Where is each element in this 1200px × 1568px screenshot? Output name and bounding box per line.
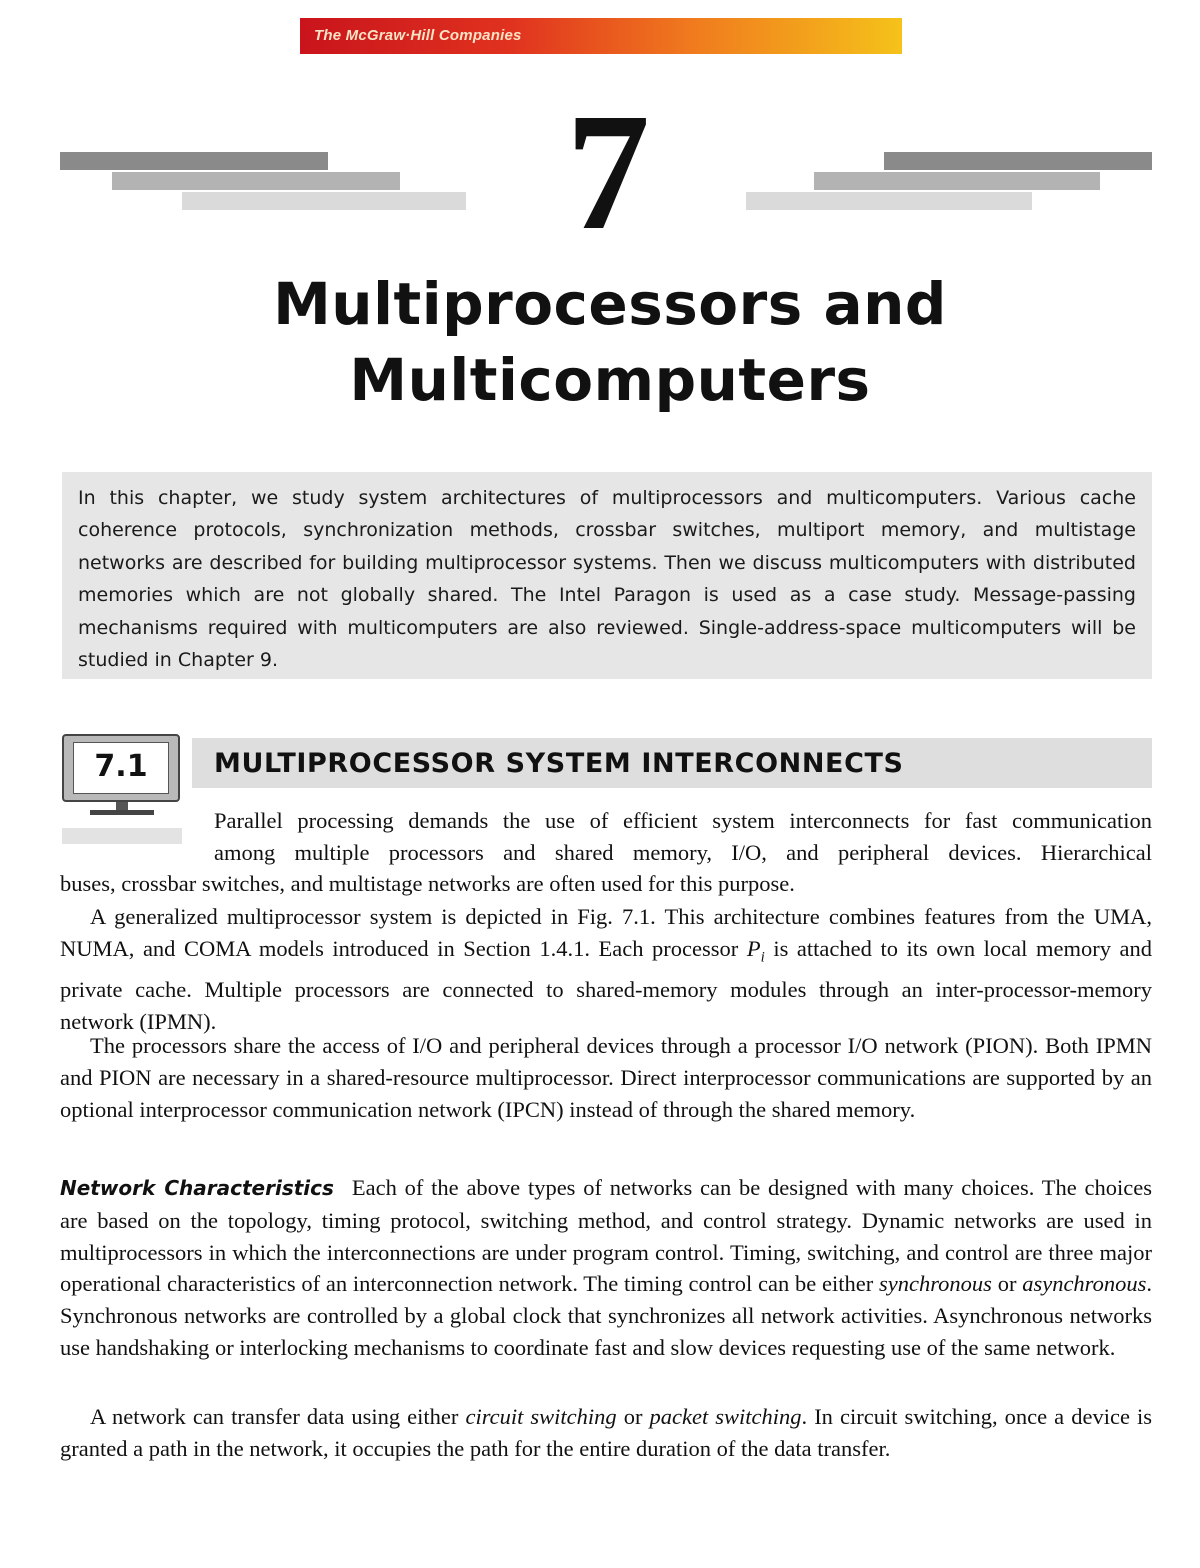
chapter-number: 7 — [566, 79, 650, 265]
chapter-title — [180, 266, 1040, 418]
computer-monitor-icon — [62, 734, 182, 844]
term-circuit-switching: circuit switching — [465, 1404, 617, 1429]
paragraph-1-line-2: among multiple processors and shared memory, I/O, and peripheral devices. Hierarchical — [214, 839, 1152, 865]
decorative-bar-left-top — [60, 152, 328, 170]
paragraph-5-text-mid: or — [616, 1404, 650, 1429]
paragraph-1-line-1: Parallel processing demands the use of efficient system interconnects for fast communication — [214, 808, 1152, 833]
monitor-stand — [116, 802, 128, 810]
paragraph-1-indented — [214, 805, 1152, 869]
term-asynchronous: asynchronous — [1022, 1271, 1147, 1297]
paragraph-4-text-mid: or — [991, 1271, 1023, 1297]
paragraph-1-line-3: buses, crossbar switches, and multistage networks are often used for this purpose. — [60, 871, 795, 896]
decorative-bar-right-middle — [814, 172, 1100, 190]
paragraph-4 — [60, 1172, 1152, 1364]
section-number: 7.1 — [73, 742, 169, 794]
paragraph-5-text-a: A network can transfer data using either — [90, 1404, 466, 1429]
publisher-banner — [300, 18, 902, 54]
paragraph-2-text-b: is attached to its own local memory and private cache. Multiple processors are connected to shared-memory modules through an inter-processor-memory network (IPMN). — [60, 935, 1152, 1034]
paragraph-3: The processors share the access of I/O and peripheral devices through a processor I/O network (PION). Both IPMN and PION are necessary in a shared-resource multiprocessor. Direct interprocessor communications are supported by an optional interprocessor communication network (IPCN) instead of through the shared memory. — [60, 1033, 1152, 1122]
decorative-bar-right-bottom — [746, 192, 1032, 210]
decorative-bar-left-bottom — [182, 192, 466, 210]
decorative-bar-left-middle — [112, 172, 400, 190]
paragraph-4-text-b: . Synchronous networks are controlled by a global clock that synchronizes all network activities. Asynchronous networks use handshaking or interlocking mechanisms to coordinate fast and slow devices requesting use of the same network. — [60, 1271, 1152, 1360]
paragraph-5 — [60, 1401, 1152, 1465]
chapter-title-line-1: Multiprocessors and — [273, 270, 947, 338]
network-characteristics-heading: Network Characteristics — [60, 1176, 334, 1200]
processor-subscript: i — [760, 949, 765, 966]
monitor-base — [90, 810, 154, 815]
paragraph-5-text-b: . In circuit switching, once a device is granted a path in the network, it occupies the path for the entire duration of the data transfer. — [60, 1404, 1152, 1461]
monitor-frame — [62, 734, 180, 802]
term-packet-switching: packet switching — [649, 1404, 802, 1429]
term-synchronous: synchronous — [879, 1271, 992, 1297]
chapter-title-line-2: Multicomputers — [349, 346, 871, 414]
paragraph-4-text-a: Each of the above types of networks can be designed with many choices. The choices are based on the topology, timing protocol, switching method, and control strategy. Dynamic networks are used in multiprocessors in which the interconnections are under program control. Timing, switching, and control are three major operational characteristics of an interconnection network. The timing control can be either — [60, 1175, 1152, 1297]
publisher-name: The McGraw·Hill Companies — [314, 27, 522, 44]
paragraph-2-text-a: A generalized multiprocessor system is depicted in Fig. 7.1. This architecture combines features from the UMA, NUMA, and COMA models introduced in Section 1.4.1. Each processor — [60, 904, 1152, 961]
icon-shadow-bar — [62, 828, 182, 844]
section-header-bar — [192, 738, 1152, 788]
decorative-bar-right-top — [884, 152, 1152, 170]
section-title: MULTIPROCESSOR SYSTEM INTERCONNECTS — [214, 748, 904, 779]
processor-variable: P — [746, 935, 761, 961]
paragraph-2 — [60, 901, 1152, 1038]
chapter-abstract: In this chapter, we study system architectures of multiprocessors and multicomputers. Various cache coherence protocols, synchronization methods, crossbar switches, multiport memory, and multistage networks are described for building multiprocessor systems. Then we discuss multicomputers with distributed memories which are not globally shared. The Intel Paragon is used as a case study. Message-passing mechanisms required with multicomputers are also reviewed. Single-address-space multicomputers will be studied in Chapter 9. — [62, 472, 1152, 679]
